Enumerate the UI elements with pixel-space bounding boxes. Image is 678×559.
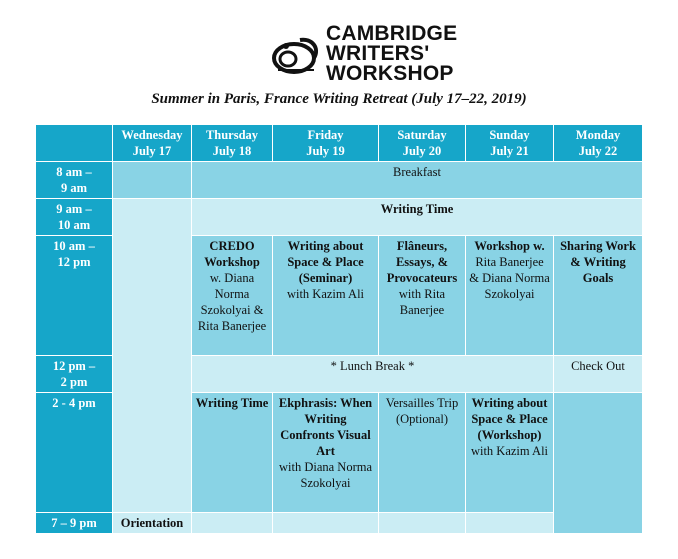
time-slot: 7 – 9 pm [36, 513, 113, 534]
lunch-break-cell: * Lunch Break * [192, 356, 554, 393]
logo-mark-icon [270, 32, 322, 78]
empty-cell [192, 513, 273, 534]
credo-workshop-cell: CREDO Workshop w. Diana Norma Szokolyai & Rita Banerjee [192, 236, 273, 356]
time-slot: 12 pm – 2 pm [36, 356, 113, 393]
table-row [36, 162, 643, 199]
empty-cell [273, 513, 379, 534]
header-row [36, 125, 643, 162]
ekphrasis-cell: Ekphrasis: When Writing Confronts Visual Art with Diana Norma Szokolyai [273, 393, 379, 513]
empty-cell [113, 162, 192, 199]
writing-time-cell: Writing Time [192, 199, 643, 236]
logo [270, 24, 470, 90]
time-slot: 2 - 4 pm [36, 393, 113, 513]
time-slot: 9 am – 10 am [36, 199, 113, 236]
flaneurs-cell: Flâneurs, Essays, & Provocateurs with Rita Banerjee [379, 236, 466, 356]
header-empty [36, 125, 113, 162]
orientation-cell: Orientation [113, 513, 192, 534]
empty-cell [466, 513, 554, 534]
header-day-friday: Friday July 19 [273, 125, 379, 162]
empty-cell [113, 199, 192, 513]
page-subtitle: Summer in Paris, France Writing Retreat (July 17–22, 2019) [151, 91, 527, 107]
header-day-monday: Monday July 22 [554, 125, 643, 162]
check-out-cell: Check Out [554, 356, 643, 393]
sharing-work-cell: Sharing Work & Writing Goals [554, 236, 643, 356]
empty-cell [554, 393, 643, 534]
time-slot: 8 am – 9 am [36, 162, 113, 199]
header-day-sunday: Sunday July 21 [466, 125, 554, 162]
breakfast-cell: Breakfast [192, 162, 643, 199]
table-row [36, 513, 643, 534]
header-day-saturday: Saturday July 20 [379, 125, 466, 162]
versailles-cell: Versailles Trip (Optional) [379, 393, 466, 513]
header-day-wednesday: Wednesday July 17 [113, 125, 192, 162]
workshop-cell: Workshop w. Rita Banerjee & Diana Norma Szokolyai [466, 236, 554, 356]
schedule-table [35, 124, 643, 534]
empty-cell [379, 513, 466, 534]
table-row [36, 199, 643, 236]
space-seminar-cell: Writing about Space & Place (Seminar) with Kazim Ali [273, 236, 379, 356]
space-workshop-cell: Writing about Space & Place (Workshop) with Kazim Ali [466, 393, 554, 513]
logo-text: CAMBRIDGE WRITERS' WORKSHOP [326, 22, 458, 85]
time-slot: 10 am – 12 pm [36, 236, 113, 356]
writing-time-afternoon-cell: Writing Time [192, 393, 273, 513]
header-day-thursday: Thursday July 18 [192, 125, 273, 162]
